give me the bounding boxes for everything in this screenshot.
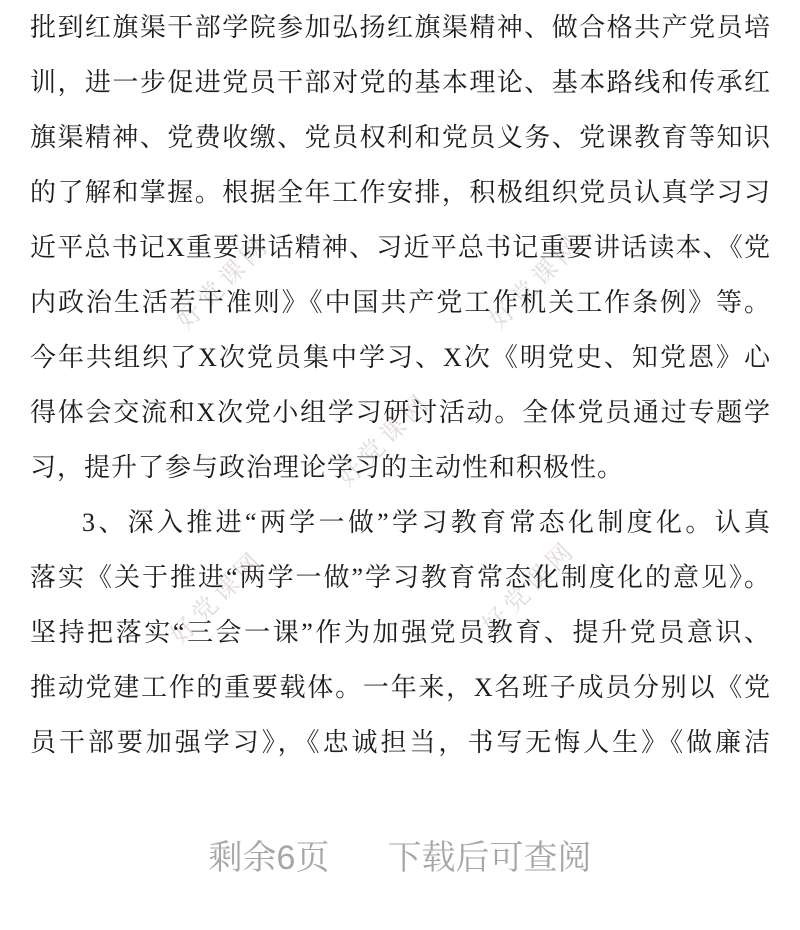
- remaining-pages-label: 剩余6页: [208, 839, 330, 877]
- text-line: 内政治生活若干准则》《中国共产党工作机关工作条例》等。: [30, 288, 770, 317]
- text-line: 推动党建工作的重要载体。一年来，X名班子成员分别以《党: [30, 673, 770, 702]
- text-line: 落实《关于推进“两学一做”学习教育常态化制度化的意见》。: [30, 563, 770, 592]
- watermark-text: 好党课网: [171, 230, 276, 335]
- watermark-text: 好党课网: [332, 387, 437, 492]
- text-line-paragraph-start: 3、深入推进“两学一做”学习教育常态化制度化。认真: [82, 508, 770, 537]
- text-line: 近平总书记X重要讲话精神、习近平总书记重要讲话读本、《党: [30, 233, 770, 262]
- watermark-text: 好党课网: [484, 229, 589, 334]
- text-line: 坚持把落实“三会一课”作为加强党员教育、提升党员意识、: [30, 618, 770, 647]
- text-line: 今年共组织了X次党员集中学习、X次《明党史、知党恩》心: [30, 343, 770, 372]
- text-line: 员干部要加强学习》，《忠诚担当，书写无悔人生》《做廉洁: [30, 728, 770, 757]
- preview-footer: [0, 830, 800, 879]
- text-line-paragraph-end: 习，提升了参与政治理论学习的主动性和积极性。: [30, 453, 625, 482]
- text-line: 旗渠精神、党费收缴、党员权利和党员义务、党课教育等知识: [30, 123, 770, 152]
- text-line: 的了解和掌握。根据全年工作安排，积极组织党员认真学习习: [30, 178, 770, 207]
- watermark-text: 好党课网: [477, 535, 582, 640]
- text-line: 得体会交流和X次党小组学习研讨活动。全体党员通过专题学: [30, 398, 770, 427]
- download-hint-label: 下载后可查阅: [387, 839, 592, 877]
- text-line: 批到红旗渠干部学院参加弘扬红旗渠精神、做合格共产党员培: [30, 13, 770, 42]
- watermark-text: 好党课网: [165, 545, 270, 650]
- text-line: 训，进一步促进党员干部对党的基本理论、基本路线和传承红: [30, 68, 770, 97]
